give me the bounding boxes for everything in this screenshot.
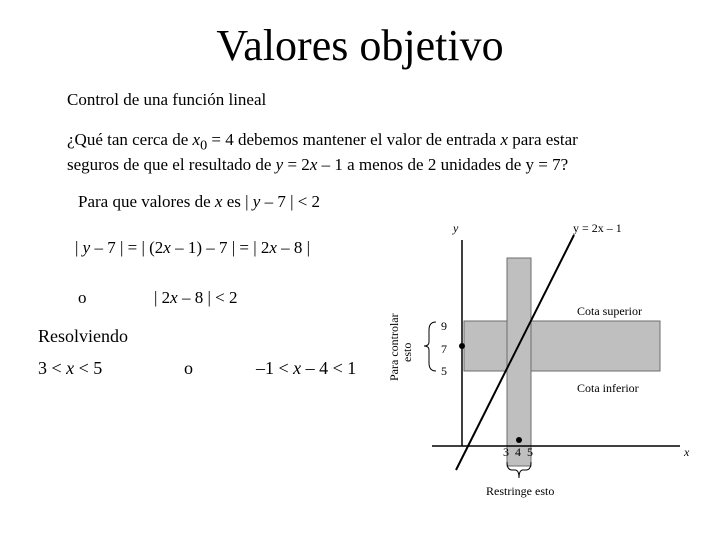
x-axis-label: x — [684, 445, 690, 459]
y-range-brace — [424, 322, 436, 371]
y-tick-label: 5 — [441, 364, 447, 378]
y-axis-label: y — [453, 221, 459, 235]
x-variable: x — [163, 238, 171, 257]
x-variable: x — [293, 358, 302, 378]
condition-text-part: – 7 | < 2 — [260, 192, 321, 211]
result-part: 3 < — [38, 358, 67, 378]
restrict-label: Restringe esto — [486, 484, 555, 498]
x0-variable: x — [192, 130, 201, 149]
x-axis-point — [516, 437, 522, 443]
equation-part: – 7 | = | (2 — [90, 238, 164, 257]
question-text-part: = 4 debemos mantener el valor de entrada — [207, 130, 501, 149]
equation-part: – 1) – 7 | = | 2 — [170, 238, 270, 257]
or-label: o — [184, 358, 193, 378]
y-variable: y — [275, 155, 284, 175]
lower-bound-label: Cota inferior — [577, 381, 639, 395]
x-variable: x — [500, 130, 508, 149]
x-tick-label: 4 — [515, 445, 521, 459]
y-axis-point — [459, 343, 465, 349]
x-variable: x — [309, 155, 318, 175]
result-part: < 5 — [74, 358, 103, 378]
line-equation-label: y = 2x – 1 — [573, 221, 622, 235]
control-label: esto — [400, 342, 414, 362]
x-tick-label: 5 — [527, 445, 533, 459]
y-tick-label: 7 — [441, 342, 447, 356]
control-label: Para controlar — [387, 313, 401, 381]
x-variable: x — [66, 358, 75, 378]
x0-subscript: 0 — [200, 137, 208, 154]
equation-part: – 8 | — [276, 238, 311, 257]
condition-text-part: es | — [222, 192, 253, 211]
y-variable: y — [82, 238, 91, 257]
upper-bound-label: Cota superior — [577, 304, 642, 318]
result-part: –1 < — [256, 358, 294, 378]
subtitle: Control de una función lineal — [67, 90, 267, 109]
x-variable: x — [269, 238, 277, 257]
equation-part: | — [75, 238, 83, 257]
horizontal-target-band — [464, 321, 660, 371]
y-variable: y — [252, 192, 261, 211]
x-tick-label: 3 — [503, 445, 509, 459]
inequality-part: | 2 — [154, 288, 171, 307]
or-label: o — [78, 288, 87, 307]
question-text-part: seguros de que el resultado de — [67, 155, 276, 175]
slide-title: Valores objetivo — [216, 21, 504, 70]
y-tick-label: 9 — [441, 319, 447, 333]
question-text-part: – 1 a menos de 2 unidades de y = 7? — [317, 155, 569, 175]
question-text-part: para estar — [507, 130, 578, 149]
question-text-part: ¿Qué tan cerca de — [67, 130, 193, 149]
x-variable: x — [214, 192, 223, 211]
x-variable: x — [170, 288, 178, 307]
inequality-part: – 8 | < 2 — [177, 288, 238, 307]
condition-text-part: Para que valores de — [78, 192, 215, 211]
result-part: – 4 < 1 — [301, 358, 357, 378]
question-text-part: = 2 — [283, 155, 310, 175]
resolving-label: Resolviendo — [38, 326, 128, 346]
